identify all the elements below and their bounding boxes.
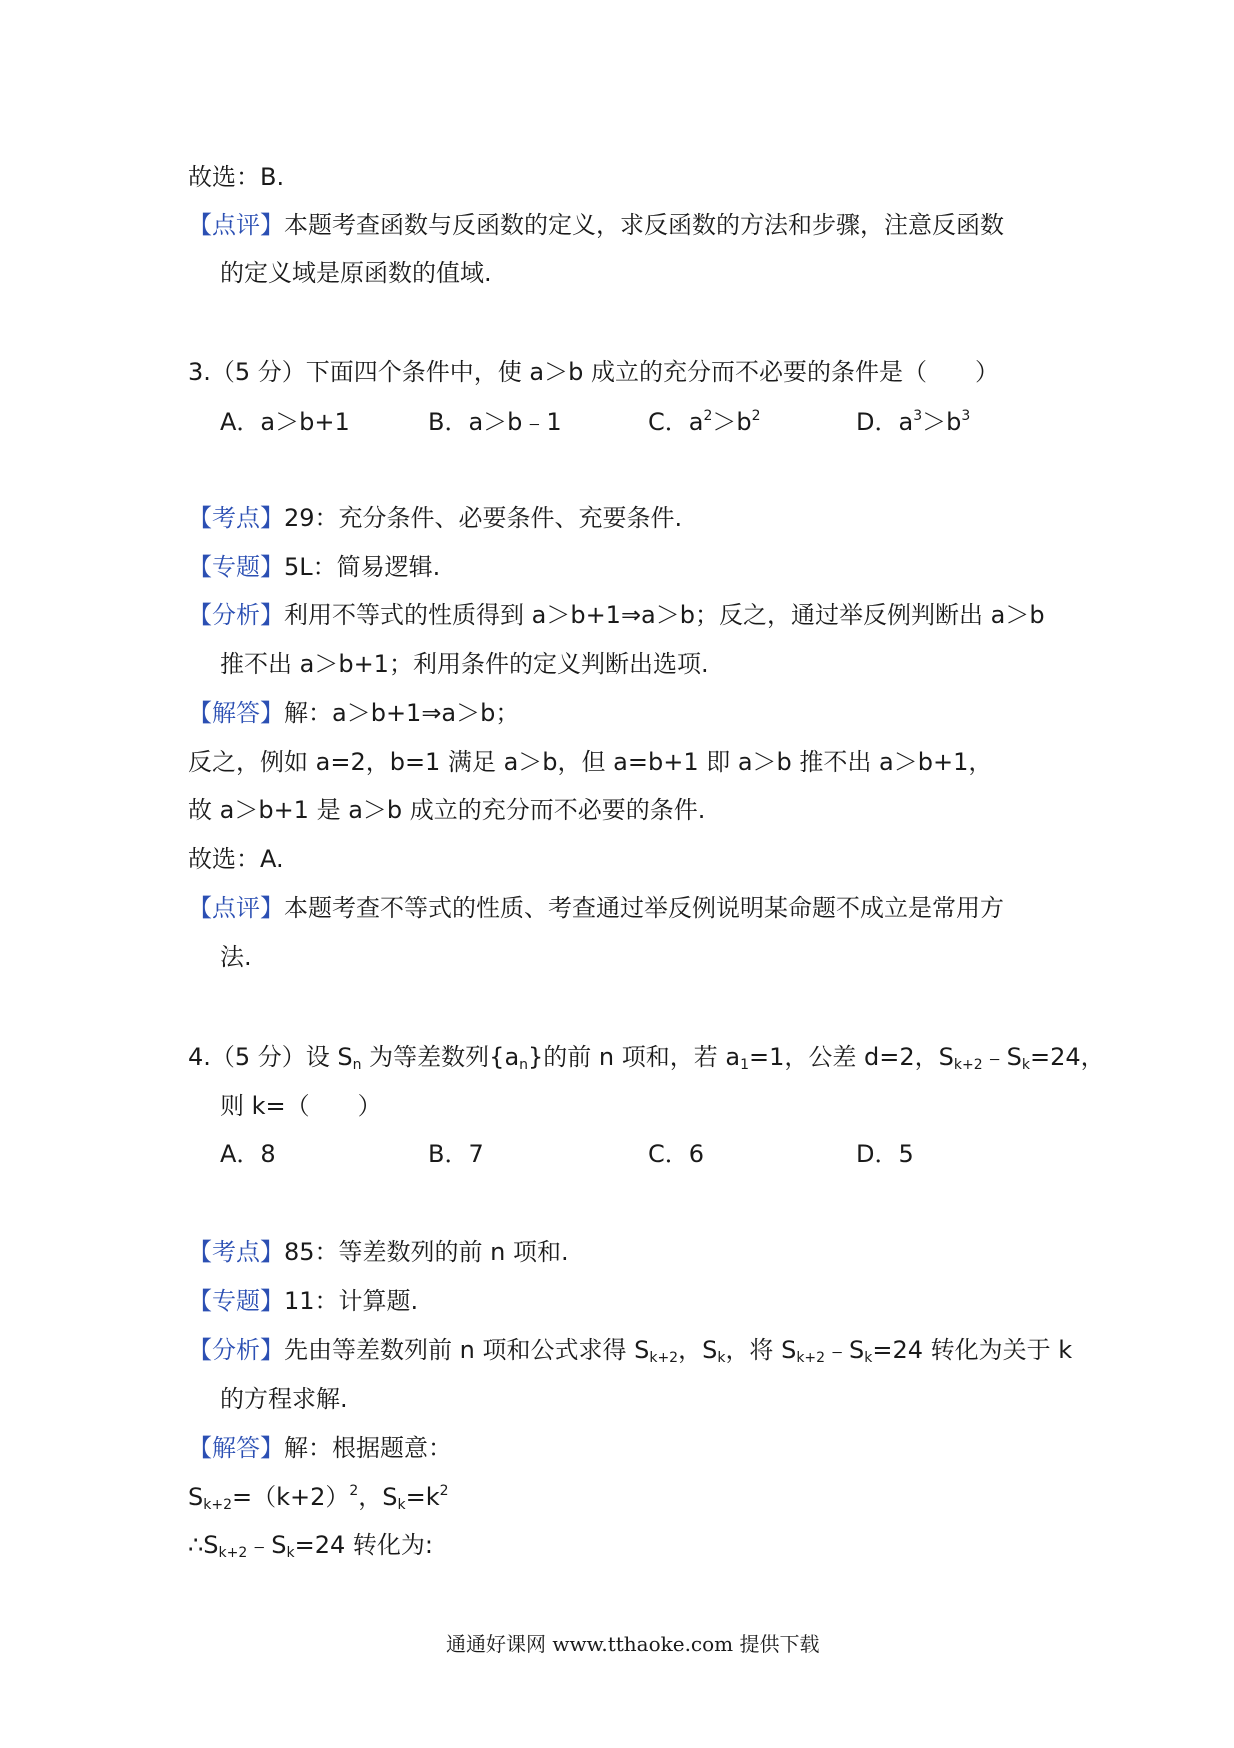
- q3-dianping-text-2: 法.: [220, 943, 252, 971]
- q3-jieda-text-1: 解：a＞b+1⇒a＞b；: [284, 699, 520, 727]
- q4-s1i: ﹣S: [982, 1043, 1022, 1071]
- q4-e2b: k+2: [218, 1545, 248, 1561]
- q4-f1b: k+2: [649, 1350, 679, 1366]
- q3-fenxi: [188, 598, 1045, 632]
- q4-equation-2: [188, 1528, 433, 1562]
- q3-option-b: B．a＞b﹣1: [428, 408, 562, 436]
- q4-e1d: 2: [349, 1483, 359, 1499]
- q3-option-c: [648, 405, 761, 439]
- q4-s1j: k: [1021, 1057, 1030, 1073]
- q3-dianping-text-1: 本题考查不等式的性质、考查通过举反例说明某命题不成立是常用方: [284, 894, 1004, 922]
- q3-zhuanti-text: 5L：简易逻辑.: [284, 553, 441, 581]
- comment-text-1: 本题考查函数与反函数的定义，求反函数的方法和步骤，注意反函数: [284, 211, 1004, 239]
- q4-e1f: k: [397, 1497, 406, 1513]
- q4-kaodian-text: 85：等差数列的前 n 项和.: [284, 1238, 569, 1266]
- q4-fenxi-text-2: 的方程求解.: [220, 1385, 348, 1413]
- q4-f1d: k: [717, 1350, 726, 1366]
- q3-zhuanti: [188, 550, 440, 584]
- kaodian-tag: 【考点】: [188, 504, 284, 532]
- fenxi-tag: 【分析】: [188, 601, 284, 629]
- q4-equation-1: [188, 1480, 449, 1514]
- q4-s1b: n: [352, 1057, 362, 1073]
- q4-kaodian-tag: 【考点】: [188, 1238, 284, 1266]
- q4-e1a: S: [188, 1483, 204, 1511]
- q3-answer: 故选：A.: [188, 845, 284, 873]
- zhuanti-tag: 【专题】: [188, 553, 284, 581]
- q4-f1i: =24 转化为关于 k: [872, 1336, 1073, 1364]
- q3-kaodian-text: 29：充分条件、必要条件、充要条件.: [284, 504, 683, 532]
- q3-d-exp2: 3: [961, 408, 971, 424]
- page-footer: 通通好课网 www.tthaoke.com 提供下载: [446, 1632, 820, 1656]
- q4-s1d: n: [519, 1057, 529, 1073]
- q3-fenxi-text-1: 利用不等式的性质得到 a＞b+1⇒a＞b；反之，通过举反例判断出 a＞b: [284, 601, 1045, 629]
- q4-s1e: }的前 n 项和，若 a: [528, 1043, 741, 1071]
- q3-d-mid: ＞b: [922, 408, 962, 436]
- comment-tag: 【点评】: [188, 211, 284, 239]
- q4-e2a: ∴S: [188, 1531, 219, 1559]
- q4-f1g: ﹣S: [825, 1336, 865, 1364]
- comment-text-2: 的定义域是原函数的值域.: [220, 259, 492, 287]
- q4-e2d: k: [286, 1545, 295, 1561]
- q3-kaodian: [188, 501, 682, 535]
- q4-s1f: 1: [740, 1057, 750, 1073]
- q3-d-exp1: 3: [913, 408, 923, 424]
- q4-s1k: =24，: [1029, 1043, 1105, 1071]
- q4-option-a: A．8: [220, 1140, 276, 1168]
- q3-option-a: A．a＞b+1: [220, 408, 350, 436]
- jieda-tag: 【解答】: [188, 699, 284, 727]
- q3-c-exp2: 2: [751, 408, 761, 424]
- prev-answer: 故选：B.: [188, 163, 285, 191]
- q4-s1a: 4.（5 分）设 S: [188, 1043, 353, 1071]
- q3-jieda-text-3: 故 a＞b+1 是 a＞b 成立的充分而不必要的条件.: [188, 796, 706, 824]
- prev-comment: [188, 208, 1004, 242]
- q4-fenxi: [188, 1333, 1072, 1367]
- q3-c-exp1: 2: [703, 408, 713, 424]
- q3-fenxi-text-2: 推不出 a＞b+1；利用条件的定义判断出选项.: [220, 650, 709, 678]
- q4-zhuanti: [188, 1284, 418, 1318]
- q3-d-pre: D．a: [856, 408, 914, 436]
- q4-f1e: ，将 S: [725, 1336, 797, 1364]
- dianping-tag: 【点评】: [188, 894, 284, 922]
- q3-c-pre: C．a: [648, 408, 704, 436]
- q4-f1f: k+2: [796, 1350, 826, 1366]
- q4-f1a: 先由等差数列前 n 项和公式求得 S: [284, 1336, 650, 1364]
- q4-e2e: =24 转化为:: [294, 1531, 433, 1559]
- q4-e2c: ﹣S: [247, 1531, 287, 1559]
- q4-kaodian: [188, 1235, 569, 1269]
- q4-e1c: =（k+2）: [231, 1483, 350, 1511]
- q4-s1h: k+2: [953, 1057, 983, 1073]
- q4-zhuanti-text: 11：计算题.: [284, 1287, 419, 1315]
- q4-e1h: 2: [439, 1483, 449, 1499]
- q4-jieda-tag: 【解答】: [188, 1434, 284, 1462]
- q3-dianping: [188, 891, 1004, 925]
- q4-e1b: k+2: [203, 1497, 232, 1513]
- q4-s1c: 为等差数列{a: [361, 1043, 520, 1071]
- q3-jieda: [188, 696, 519, 730]
- q4-option-b: B．7: [428, 1140, 484, 1168]
- q4-option-d: D．5: [856, 1140, 914, 1168]
- q4-f1h: k: [864, 1350, 873, 1366]
- q4-fenxi-tag: 【分析】: [188, 1336, 284, 1364]
- q4-zhuanti-tag: 【专题】: [188, 1287, 284, 1315]
- q4-jieda: [188, 1431, 452, 1465]
- q4-option-c: C．6: [648, 1140, 705, 1168]
- q4-jieda-text-1: 解：根据题意：: [284, 1434, 452, 1462]
- q3-option-d: [856, 405, 970, 439]
- q4-e1g: =k: [405, 1483, 440, 1511]
- q4-stem-2: 则 k=（ ）: [220, 1092, 382, 1120]
- q3-c-mid: ＞b: [712, 408, 752, 436]
- q4-e1e: ，S: [358, 1483, 398, 1511]
- q3-jieda-text-2: 反之，例如 a=2，b=1 满足 a＞b，但 a=b+1 即 a＞b 推不出 a＞b+1，: [188, 748, 993, 776]
- q3-stem: 3.（5 分）下面四个条件中，使 a＞b 成立的充分而不必要的条件是（ ）: [188, 358, 999, 386]
- q4-f1c: ，S: [678, 1336, 718, 1364]
- q4-s1g: =1，公差 d=2，S: [749, 1043, 954, 1071]
- q4-stem-1: [188, 1040, 1105, 1074]
